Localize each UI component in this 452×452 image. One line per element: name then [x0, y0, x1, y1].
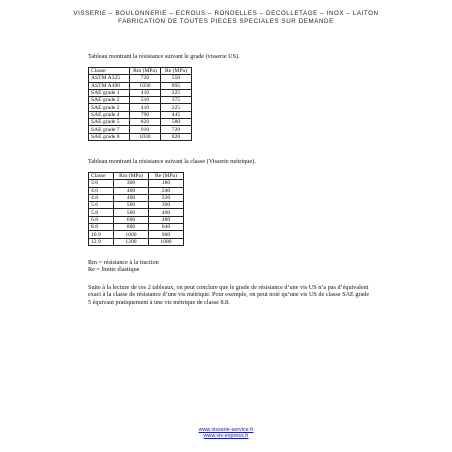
table-row	[89, 187, 184, 194]
table-cell: 5.6	[89, 202, 114, 209]
table-cell: ASTM A325	[89, 75, 130, 82]
table-cell: 500	[114, 209, 149, 216]
table-cell: 510	[130, 97, 161, 104]
table-cell: SAE grade 7	[89, 126, 130, 133]
table-cell: 900	[149, 231, 184, 238]
table-cell: 400	[114, 187, 149, 194]
table-row	[89, 224, 184, 231]
table-cell: 445	[161, 111, 192, 118]
table1-caption: Tableau montrant la résistance suivant le grade (visserie US).	[88, 53, 240, 60]
table-row	[89, 97, 192, 104]
table-row	[89, 180, 184, 187]
table-cell: 500	[114, 202, 149, 209]
column-header: Rm (MPa)	[130, 68, 161, 75]
table-cell: 180	[149, 180, 184, 187]
column-header: Re (MPa)	[149, 173, 184, 180]
table-cell: 225	[161, 104, 192, 111]
column-header: Classe	[89, 68, 130, 75]
table-cell: 1030	[130, 82, 161, 89]
table-row	[89, 216, 184, 223]
table-cell: 12.9	[89, 238, 114, 245]
table-header-row	[89, 173, 184, 180]
table-cell: 910	[130, 126, 161, 133]
table-cell: 10.9	[89, 231, 114, 238]
table-cell: SAE grade 2	[89, 97, 130, 104]
page-footer	[0, 427, 452, 440]
header-line-2: FABRICATION DE TOUTES PIECES SPECIALES SUR DEMANDE	[118, 18, 334, 25]
table-row	[89, 119, 192, 126]
table-cell: 375	[161, 97, 192, 104]
website-link-visserie-service[interactable]: www.visserie-service.fr	[198, 427, 254, 433]
table-cell: 400	[149, 209, 184, 216]
re-definition: Re = limite élastique	[88, 266, 140, 273]
table-cell: 4.6	[89, 187, 114, 194]
table-cell: 550	[161, 75, 192, 82]
table-row	[89, 238, 184, 245]
table-cell: 4.8	[89, 194, 114, 201]
table-row	[89, 75, 192, 82]
us-grade-table	[88, 67, 192, 141]
table-row	[89, 231, 184, 238]
table-header-row	[89, 68, 192, 75]
table-cell: 720	[130, 75, 161, 82]
column-header: Classe	[89, 173, 114, 180]
column-header: Re (MPa)	[161, 68, 192, 75]
table-row	[89, 82, 192, 89]
table-cell: 400	[114, 194, 149, 201]
table-cell: 1200	[114, 238, 149, 245]
page-header	[0, 10, 452, 26]
table-row	[89, 104, 192, 111]
table-cell: SAE grade 1	[89, 89, 130, 96]
table-cell: 410	[130, 89, 161, 96]
table-cell: 320	[149, 194, 184, 201]
rm-definition: Rm = résistance à la traction	[88, 259, 159, 266]
table-cell: 6.8	[89, 216, 114, 223]
conclusion-paragraph: Suite à la lecture de ces 2 tableaux, on peut conclure que le grade de résistance d’une vis US n’a pas d’équivalent exact à la classe de résistance d’une vis métrique. Pour exemple, on peut noté qu’une vis US de classe SAE grade 5 équivaut pratiquement à une vis métrique de classe 8.8.	[88, 284, 370, 306]
table-row	[89, 89, 192, 96]
table-row	[89, 126, 192, 133]
table-row	[89, 202, 184, 209]
table-cell: 1000	[114, 231, 149, 238]
table-cell: 640	[149, 224, 184, 231]
table-cell: 300	[114, 180, 149, 187]
table-cell: 800	[114, 224, 149, 231]
table-cell: 1030	[130, 133, 161, 140]
table-cell: 3.6	[89, 180, 114, 187]
table-cell: 580	[161, 119, 192, 126]
table-row	[89, 133, 192, 140]
metric-class-table	[88, 172, 184, 246]
table-cell: 410	[130, 104, 161, 111]
table2-caption: Tableau montrant la résistance suivant la classe (Visserie métrique).	[88, 158, 256, 165]
website-link-vis-express[interactable]: www.vis-express.fr	[203, 433, 249, 440]
table-row	[89, 111, 192, 118]
header-line-1: VISSERIE – BOULONNERIE – ECROUS – RONDELLES – DECOLLETAGE – INOX – LAITON	[73, 10, 379, 17]
table-cell: 8.8	[89, 224, 114, 231]
table-cell: 300	[149, 202, 184, 209]
table-cell: SAE grade 4	[89, 111, 130, 118]
table-row	[89, 194, 184, 201]
table-cell: ASTM A490	[89, 82, 130, 89]
table-cell: 790	[130, 111, 161, 118]
table-cell: 820	[130, 119, 161, 126]
column-header: Rm (MPa)	[114, 173, 149, 180]
table-row	[89, 209, 184, 216]
table-cell: SAE grade 5	[89, 119, 130, 126]
table-cell: 720	[161, 126, 192, 133]
table-cell: 1080	[149, 238, 184, 245]
legend-notes	[88, 259, 159, 273]
table-cell: 5.8	[89, 209, 114, 216]
table-cell: 225	[161, 89, 192, 96]
table-cell: SAE grade 2	[89, 104, 130, 111]
table-cell: 600	[114, 216, 149, 223]
table-cell: 820	[161, 133, 192, 140]
table-cell: 480	[149, 216, 184, 223]
table-cell: SAE grade 8	[89, 133, 130, 140]
table-cell: 240	[149, 187, 184, 194]
table-cell: 895	[161, 82, 192, 89]
